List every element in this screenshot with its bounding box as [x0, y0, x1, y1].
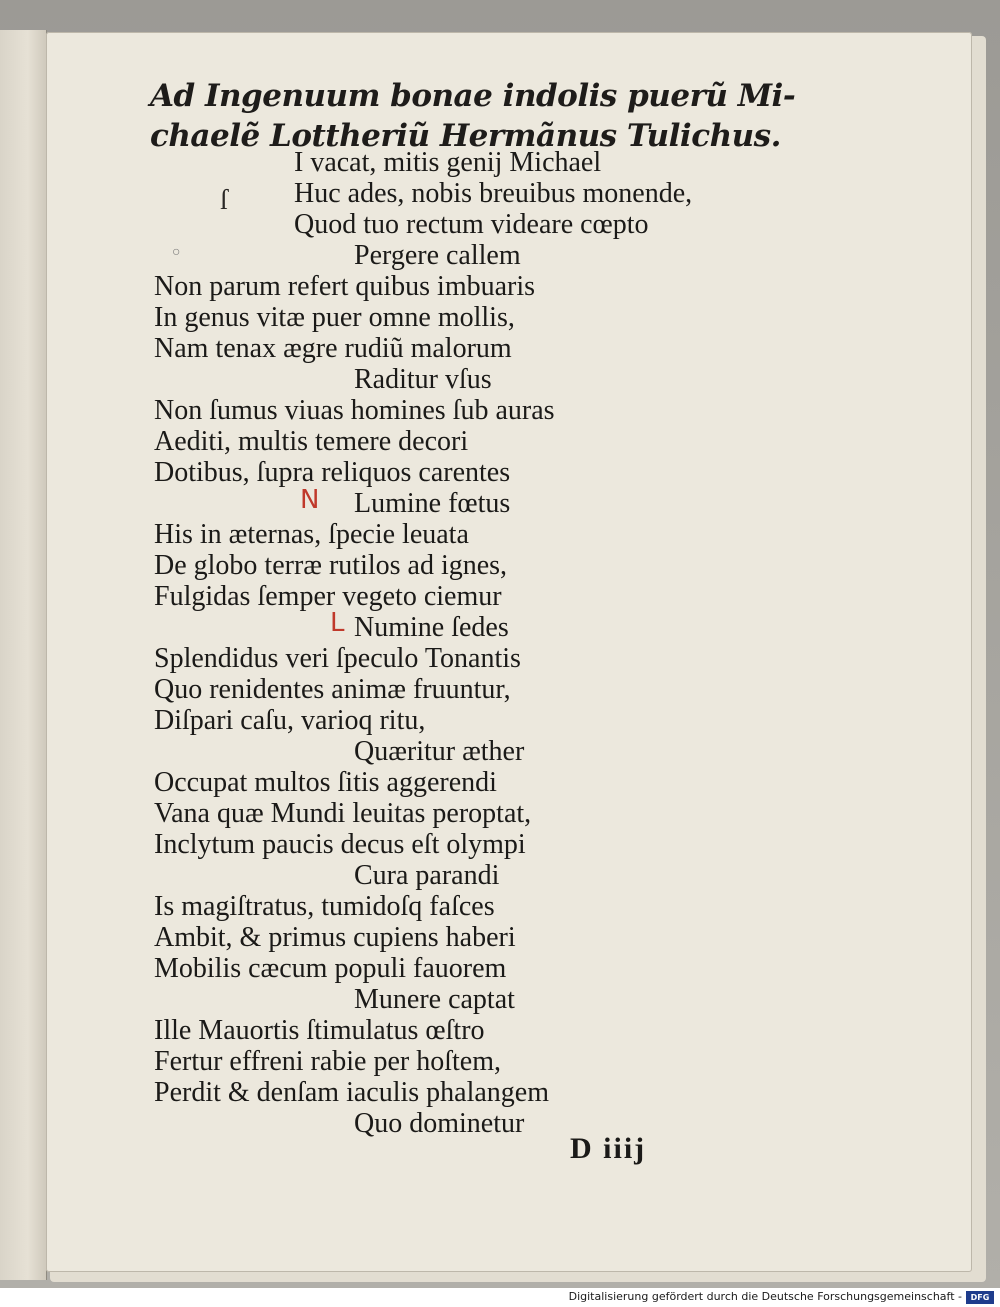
verse-line: Fulgidas ſemper vegeto ciemur [154, 581, 502, 612]
verse-line: Quo dominetur [354, 1108, 525, 1139]
verse-line: Cura parandi [354, 860, 500, 891]
ink-dot: ○ [172, 245, 181, 260]
verse-line: Mobilis cæcum populi fauorem [154, 953, 507, 984]
verse-line: Splendidus veri ſpeculo Tonantis [154, 643, 521, 674]
verse-line: Lumine fœtus [354, 488, 511, 519]
verse-line: Non ſumus viuas homines ſub auras [154, 395, 555, 426]
verse-line: Nam tenax ægre rudiũ malorum [154, 333, 512, 364]
verse-line: Quod tuo rectum videare cœpto [294, 209, 649, 240]
verse-line: Huc ades, nobis breuibus monende, [294, 178, 693, 209]
verse-line: Munere captat [354, 984, 515, 1015]
verse-line: Pergere callem [354, 240, 521, 271]
title-line-1: Ad Ingenuum bonae indolis puerũ Mi- [150, 78, 796, 114]
signature-mark: D iiij [570, 1132, 647, 1165]
verse-line: I vacat, mitis genij Michael [294, 147, 602, 178]
left-page-edge [0, 30, 47, 1280]
verse-line: Fertur effreni rabie per hoſtem, [154, 1046, 502, 1077]
red-pen-mark-n: N [300, 485, 320, 515]
verse-line: Numine ſedes [354, 612, 509, 643]
footer-bar [0, 1288, 1000, 1307]
verse-line: Inclytum paucis decus eſt olympi [154, 829, 526, 860]
verse-line: Is magiſtratus, tumidoſq faſces [154, 891, 495, 922]
verse-line: Ille Mauortis ſtimulatus œſtro [154, 1015, 485, 1046]
verse-line: Non parum refert quibus imbuaris [154, 271, 536, 302]
verse-line: His in æternas, ſpecie leuata [154, 519, 469, 550]
dfg-logo-icon: DFG [966, 1291, 994, 1304]
verse-line: Quæritur æther [354, 736, 525, 767]
verse-line: Quo renidentes animæ fruuntur, [154, 674, 511, 705]
verse-line: Raditur vſus [354, 364, 492, 395]
verse-block [154, 147, 754, 1139]
verse-line: Aediti, multis temere decori [154, 426, 469, 457]
poem-title [150, 76, 796, 156]
verse-line: In genus vitæ puer omne mollis, [154, 302, 515, 333]
verse-line: De globo terræ rutilos ad ignes, [154, 550, 508, 581]
verse-line: Perdit & denſam iaculis phalangem [154, 1077, 550, 1108]
verse-line: Dotibus, ſupra reliquos carentes [154, 457, 511, 488]
footer-credit: Digitalisierung gefördert durch die Deutsche Forschungsgemeinschaft - [568, 1290, 962, 1303]
verse-line: Diſpari caſu, varioq ritu, [154, 705, 426, 736]
initial-guide-letter: ſ [220, 185, 228, 216]
title-line-2: chaelẽ Lottheriũ Hermãnus Tulichus. [150, 118, 781, 154]
verse-line: Ambit, & primus cupiens haberi [154, 922, 516, 953]
red-pen-mark-l: L [330, 608, 345, 638]
verse-line: Vana quæ Mundi leuitas peroptat, [154, 798, 532, 829]
verse-line: Occupat multos ſitis aggerendi [154, 767, 497, 798]
